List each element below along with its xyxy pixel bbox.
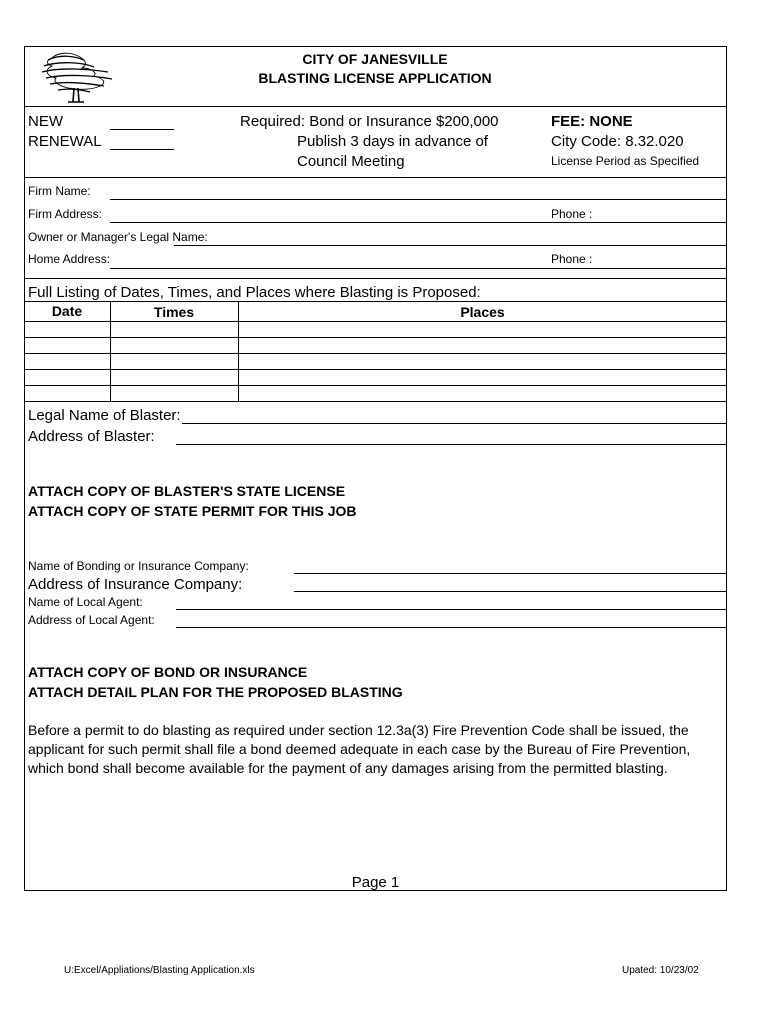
insurance-address-field[interactable] — [294, 591, 727, 592]
home-address-field[interactable] — [110, 268, 727, 269]
divider — [24, 278, 727, 279]
table-row[interactable] — [24, 385, 727, 386]
local-agent-field[interactable] — [176, 609, 727, 610]
requirement-line-1: Required: Bond or Insurance $200,000 — [240, 113, 499, 130]
firm-phone-label: Phone : — [551, 207, 593, 221]
table-row[interactable] — [24, 321, 727, 322]
new-blank[interactable] — [110, 129, 174, 130]
license-period: License Period as Specified — [551, 154, 700, 168]
fee-label: FEE: NONE — [551, 113, 633, 130]
blaster-name-label: Legal Name of Blaster: — [28, 407, 181, 424]
col-header-places: Places — [460, 304, 505, 320]
home-address-label: Home Address: — [28, 252, 111, 266]
divider — [24, 177, 727, 178]
col-header-times: Times — [153, 304, 195, 320]
blaster-name-field[interactable] — [182, 423, 727, 424]
col-header-date: Date — [51, 303, 83, 319]
attach-state-permit: ATTACH COPY OF STATE PERMIT FOR THIS JOB — [28, 503, 357, 519]
firm-address-label: Firm Address: — [28, 207, 103, 221]
blaster-address-field[interactable] — [176, 444, 727, 445]
city-code: City Code: 8.32.020 — [551, 133, 684, 150]
table-top-border — [24, 301, 727, 302]
renewal-label: RENEWAL — [28, 133, 102, 150]
agent-address-label: Address of Local Agent: — [28, 613, 155, 627]
new-label: NEW — [28, 113, 63, 130]
tree-logo — [38, 50, 116, 104]
local-agent-label: Name of Local Agent: — [28, 595, 143, 609]
table-row[interactable] — [24, 369, 727, 370]
city-title: CITY OF JANESVILLE — [302, 51, 448, 67]
table-row[interactable] — [24, 337, 727, 338]
owner-name-field[interactable] — [174, 245, 727, 246]
home-phone-label: Phone : — [551, 252, 593, 266]
blaster-address-label: Address of Blaster: — [28, 428, 155, 445]
form-title: BLASTING LICENSE APPLICATION — [258, 70, 492, 86]
requirement-line-3: Council Meeting — [297, 153, 405, 170]
divider — [24, 106, 727, 107]
requirement-line-2: Publish 3 days in advance of — [297, 133, 488, 150]
insurance-company-field[interactable] — [294, 573, 727, 574]
table-row[interactable] — [24, 353, 727, 354]
agent-address-field[interactable] — [176, 627, 727, 628]
insurance-address-label: Address of Insurance Company: — [28, 576, 243, 593]
attach-detail-plan: ATTACH DETAIL PLAN FOR THE PROPOSED BLASTING — [28, 684, 403, 700]
insurance-company-label: Name of Bonding or Insurance Company: — [28, 559, 249, 573]
table-bottom-border — [24, 401, 727, 402]
column-divider — [238, 301, 239, 401]
renewal-blank[interactable] — [110, 149, 174, 150]
column-divider — [110, 301, 111, 401]
listing-title: Full Listing of Dates, Times, and Places where Blasting is Proposed: — [28, 284, 481, 301]
firm-name-field[interactable] — [110, 199, 727, 200]
firm-address-field[interactable] — [110, 222, 727, 223]
attach-state-license: ATTACH COPY OF BLASTER'S STATE LICENSE — [28, 483, 346, 499]
footer-file-path: U:Excel/Appliations/Blasting Application.xls — [64, 965, 255, 976]
firm-name-label: Firm Name: — [28, 184, 91, 198]
page-number: Page 1 — [351, 874, 400, 891]
footer-updated: Upated: 10/23/02 — [622, 965, 699, 976]
owner-name-label: Owner or Manager's Legal Name: — [28, 230, 208, 244]
attach-bond: ATTACH COPY OF BOND OR INSURANCE — [28, 664, 308, 680]
bond-statement: Before a permit to do blasting as required under section 12.3a(3) Fire Prevention Code shall be issued, the applicant for such permit shall file a bond deemed adequate in each case by the Bureau of Fire Prevention, which bond shall become available for the payment of any damages arising from the permitted blasting. — [28, 722, 691, 776]
